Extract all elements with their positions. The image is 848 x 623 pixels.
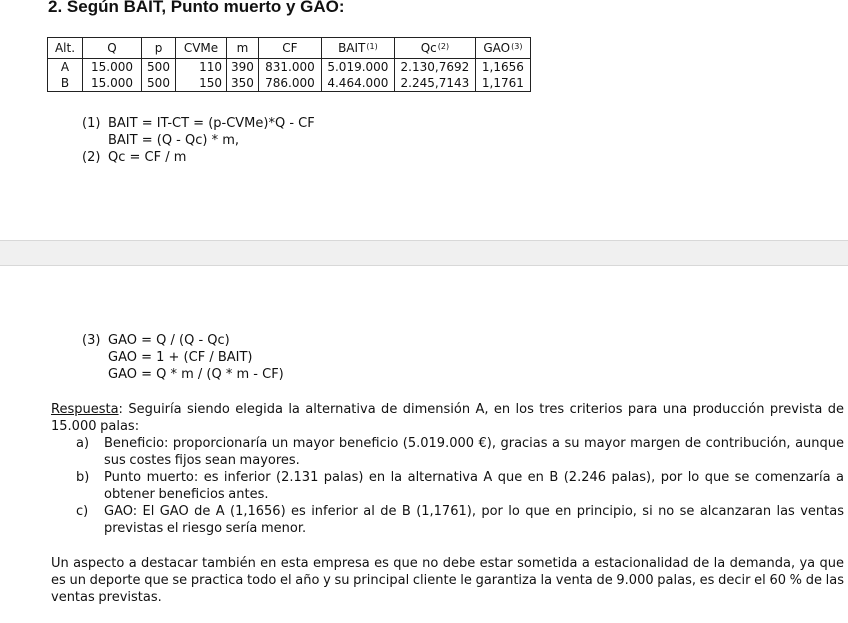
list-marker: b) [76, 470, 90, 485]
cell-m: 350 [227, 75, 259, 92]
note-1-label: (1) [82, 116, 101, 131]
cell-p: 500 [142, 75, 176, 92]
cell-cf: 786.000 [258, 75, 321, 92]
cell-bait: 4.464.000 [321, 75, 394, 92]
note-2-formula: Qc = CF / m [108, 150, 187, 165]
cell-gao: 1,1761 [475, 75, 530, 92]
header-gao: GAO$^{(3)}$ [475, 38, 530, 59]
footnote-ref-3: (3) [511, 41, 523, 51]
cell-q: 15.000 [83, 75, 142, 92]
list-item-text: Beneficio: proporcionaría un mayor beneficio (5.019.000 €), gracias a su mayor margen de contribución, aunque sus costes fijos sean mayores. [104, 436, 844, 468]
data-table [47, 37, 531, 92]
closing-paragraph: Un aspecto a destacar también en esta empresa es que no debe estar sometida a estacionalidad de la demanda, ya que es un deporte que se practica todo el año y su principal cliente le garantiza la venta de 9.000 palas, es decir el 60 % de las ventas previstas. [51, 556, 844, 605]
cell-qc: 2.130,7692 [394, 59, 475, 76]
cell-cvme: 110 [176, 59, 227, 76]
cell-p: 500 [142, 59, 176, 76]
list-item-text: GAO: El GAO de A (1,1656) es inferior al de B (1,1761), por lo que en principio, si no se alcanzaran las ventas previstas el riesgo sería menor. [104, 504, 844, 536]
note-1-formula-1: BAIT = IT-CT = (p-CVMe)*Q - CF [108, 116, 315, 131]
header-p: p [142, 38, 176, 59]
list-item [76, 503, 844, 537]
footnote-ref-1: (1) [366, 41, 378, 51]
list-marker: a) [76, 436, 90, 451]
answer-intro-text: : Seguiría siendo elegida la alternativa de dimensión A, en los tres criterios para una producción prevista de 15.000 palas: [51, 402, 844, 434]
note-3-formula-1: GAO = Q / (Q - Qc) [108, 333, 230, 348]
header-cf: CF [258, 38, 321, 59]
table-row [48, 75, 531, 92]
cell-cf: 831.000 [258, 59, 321, 76]
answer-intro [51, 401, 844, 435]
answer-label: Respuesta [51, 402, 119, 417]
note-3-label: (3) [82, 333, 101, 348]
footnote-ref-2: (2) [437, 41, 450, 51]
note-3-formula-3: GAO = Q * m / (Q * m - CF) [108, 367, 284, 382]
cell-q: 15.000 [83, 59, 142, 76]
cell-qc: 2.245,7143 [394, 75, 475, 92]
header-bait: BAIT$^{(1)}$ [321, 38, 394, 59]
header-m: m [227, 38, 259, 59]
header-cvme: CVMe [176, 38, 227, 59]
cell-cvme: 150 [176, 75, 227, 92]
list-item-text: Punto muerto: es inferior (2.131 palas) en la alternativa A que en B (2.246 palas), por lo que se comenzaría a obtener beneficios antes. [104, 470, 844, 502]
note-1-formula-2: BAIT = (Q - Qc) * m, [108, 133, 240, 148]
table-header-row [48, 38, 531, 59]
cell-bait: 5.019.000 [321, 59, 394, 76]
header-qc: Qc$^{(2)}$ [394, 38, 475, 59]
header-q: Q [83, 38, 142, 59]
table-row [48, 59, 531, 76]
header-alt: Alt. [48, 38, 83, 59]
list-item [76, 435, 844, 469]
page-break [0, 240, 848, 266]
section-title: 2. Según BAIT, Punto muerto y GAO: [48, 0, 345, 16]
cell-alt: A [48, 59, 83, 76]
list-marker: c) [76, 504, 89, 519]
cell-alt: B [48, 75, 83, 92]
cell-m: 390 [227, 59, 259, 76]
list-item [76, 469, 844, 503]
cell-gao: 1,1656 [475, 59, 530, 76]
note-2-label: (2) [82, 150, 101, 165]
note-3-formula-2: GAO = 1 + (CF / BAIT) [108, 350, 253, 365]
